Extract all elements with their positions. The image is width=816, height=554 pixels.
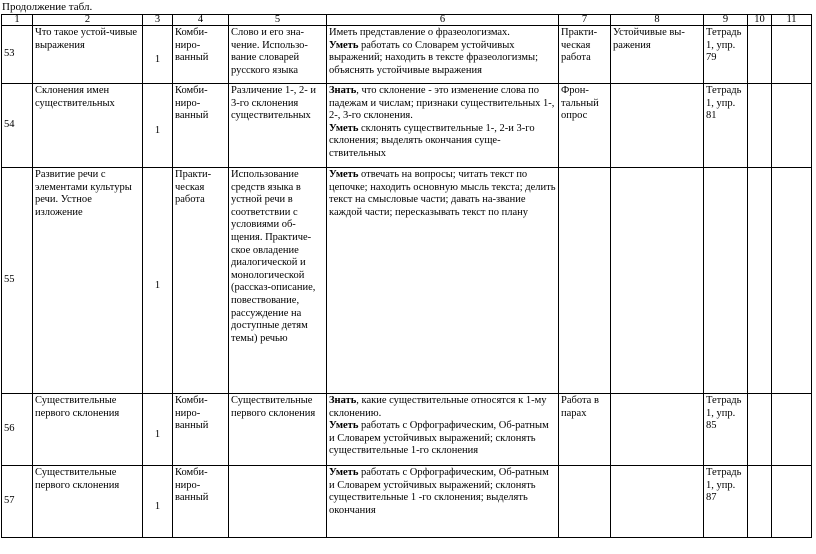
lesson-control: Фрон-тальный опрос [559, 84, 611, 168]
lesson-homework: Тетрадь 1, упр. 81 [704, 84, 748, 168]
lesson-col-10 [748, 168, 772, 394]
lesson-number: 55 [2, 168, 33, 394]
column-number: 9 [704, 15, 748, 26]
lesson-topic: Развитие речи с элементами культуры речи. Устное изложение [33, 168, 143, 394]
lesson-content: Различение 1-, 2- и 3-го склонения существительных [229, 84, 327, 168]
lesson-vocabulary [611, 466, 704, 538]
lesson-homework: Тетрадь 1, упр. 79 [704, 26, 748, 84]
lesson-col-10 [748, 466, 772, 538]
lesson-requirements [327, 26, 559, 84]
requirement-know: Знать, какие существительные относятся к 1-му склонению. [329, 395, 547, 419]
lesson-type: Комби-ниро-ванный [173, 84, 229, 168]
lesson-hours: 1 [143, 168, 173, 394]
lesson-content: Использование средств языка в устной речи в соответствии с условиями об-щения. Практиче-ское овладение диалогической и монологической (рассказ-описание, повествование, рассуждение на доступные детям темы) речью [229, 168, 327, 394]
lesson-hours: 1 [143, 26, 173, 84]
lesson-vocabulary [611, 394, 704, 466]
column-number: 7 [559, 15, 611, 26]
requirement-can: Уметь работать со Словарем устойчивых выражений; находить в тексте фразеологизмы; объяснять устойчивые выражения [329, 39, 539, 76]
column-number: 6 [327, 15, 559, 26]
lesson-topic: Склонения имен существительных [33, 84, 143, 168]
column-number: 11 [772, 15, 812, 26]
lesson-homework: Тетрадь 1, упр. 85 [704, 394, 748, 466]
requirement-know: Знать, что склонение - это изменение слова по падежам и числам; признаки существительных 1-, 2-, 3-го склонения. [329, 85, 555, 122]
lesson-col-11 [772, 168, 812, 394]
table-row [2, 394, 812, 466]
lesson-col-11 [772, 466, 812, 538]
lesson-col-10 [748, 84, 772, 168]
lesson-requirements [327, 168, 559, 394]
lesson-vocabulary [611, 168, 704, 394]
lesson-number: 56 [2, 394, 33, 466]
lesson-content [229, 466, 327, 538]
lesson-content: Существительные первого склонения [229, 394, 327, 466]
lesson-topic: Существительные первого склонения [33, 394, 143, 466]
lesson-col-11 [772, 394, 812, 466]
lesson-hours: 1 [143, 394, 173, 466]
lesson-plan-table [1, 14, 812, 538]
lesson-hours: 1 [143, 466, 173, 538]
column-number: 1 [2, 15, 33, 26]
lesson-homework [704, 168, 748, 394]
table-caption: Продолжение табл. [2, 1, 93, 13]
lesson-number: 57 [2, 466, 33, 538]
column-number: 8 [611, 15, 704, 26]
lesson-hours: 1 [143, 84, 173, 168]
requirement-can: Уметь работать с Орфографическим, Об-ратным и Словарем устойчивых выражений; склонять существительные 1 -го склонения; выделять окончания [329, 467, 549, 516]
column-number: 3 [143, 15, 173, 26]
lesson-number: 54 [2, 84, 33, 168]
lesson-control [559, 466, 611, 538]
table-row [2, 168, 812, 394]
lesson-col-11 [772, 84, 812, 168]
requirement-can: Уметь работать с Орфографическим, Об-ратным и Словарем устойчивых выражений; склонять существительные 1-го склонения [329, 420, 549, 457]
lesson-col-10 [748, 394, 772, 466]
lesson-type: Комби-ниро-ванный [173, 26, 229, 84]
column-number-row [2, 15, 812, 26]
lesson-col-10 [748, 26, 772, 84]
lesson-vocabulary [611, 84, 704, 168]
requirement-know: Иметь представление о фразеологизмах. [329, 27, 510, 38]
lesson-control: Практи-ческая работа [559, 26, 611, 84]
lesson-col-11 [772, 26, 812, 84]
table-row [2, 466, 812, 538]
lesson-number: 53 [2, 26, 33, 84]
lesson-requirements [327, 466, 559, 538]
column-number: 2 [33, 15, 143, 26]
lesson-control: Работа в парах [559, 394, 611, 466]
lesson-control [559, 168, 611, 394]
lesson-content: Слово и его зна-чение. Использо-вание словарей русского языка [229, 26, 327, 84]
table-row [2, 26, 812, 84]
lesson-homework: Тетрадь 1, упр. 87 [704, 466, 748, 538]
lesson-type: Комби-ниро-ванный [173, 394, 229, 466]
column-number: 10 [748, 15, 772, 26]
lesson-topic: Существительные первого склонения [33, 466, 143, 538]
lesson-requirements [327, 84, 559, 168]
lesson-topic: Что такое устой-чивые выражения [33, 26, 143, 84]
requirement-can: Уметь склонять существительные 1-, 2-и 3-го склонения; выделять окончания суще-ствительных [329, 122, 535, 159]
requirement-can: Уметь отвечать на вопросы; читать текст по цепочке; находить основную мысль текста; делить текст на смысловые части; давать на-звание каждой части; пересказывать текст по плану [329, 169, 556, 218]
lesson-vocabulary: Устойчивые вы-ражения [611, 26, 704, 84]
table-row [2, 84, 812, 168]
lesson-type: Практи-ческая работа [173, 168, 229, 394]
column-number: 4 [173, 15, 229, 26]
column-number: 5 [229, 15, 327, 26]
lesson-type: Комби-ниро-ванный [173, 466, 229, 538]
lesson-requirements [327, 394, 559, 466]
